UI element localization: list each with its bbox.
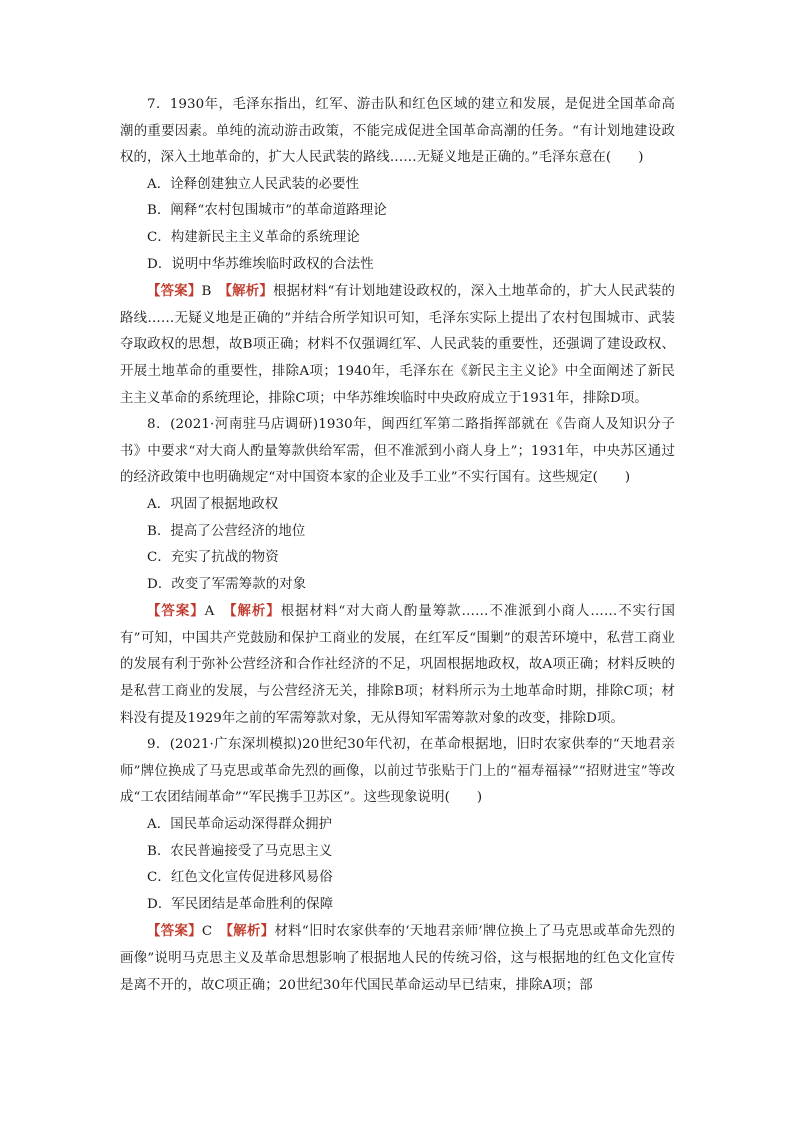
page-content [120,92,675,999]
answer-letter: A [204,604,230,620]
analysis-text: 根据材料“对大商人酌量筹款……不准派到小商人……不实行国有”可知，中国共产党鼓励和保护工商业的发展，在红军反“围剿”的艰苦环境中，私营工商业的发展有利于弥补公营经济和合作社经济的不足，巩固根据地政权，故A项正确；材料反映的是私营工商业的发展，与公营经济无关，排除B项；材料所示为土地革命时期，排除C项；材料没有提及1929年之前的军需筹款对象，无从得知军需筹款对象的改变，排除D项。 [120,604,675,726]
option-b: B．农民普遍接受了马克思主义 [147,843,333,859]
answer-tag: 【答案】 [147,923,202,940]
analysis-text: 根据材料“有计划地建设政权的，深入土地革命的，扩大人民武装的路线……无疑义地是正确的”并结合所学知识可知，毛泽东实际上提出了农村包围城市、武装夺取政权的思想，故B项正确；材料不仅强调红军、人民武装的重要性，还强调了建设政权、开展土地革命的重要性，排除A项；1940年，毛泽东在《新民主主义论》中全面阐述了新民主主义革命的系统理论，排除C项；中华苏维埃临时中央政府成立于1931年，排除D项。 [120,284,676,406]
question-stem: 9．(2021·广东深圳模拟)20世纪30年代初，在革命根据地，旧时农家供奉的“天地君亲师”牌位换成了马克思或革命先烈的画像，以前过节张贴于门上的“福寿福禄”“招财进宝”等改成“工农团结闹革命”“军民携手卫苏区”。这些现象说明( ) [120,737,675,806]
answer-tag: 【答案】 [147,283,202,300]
question-9 [120,732,675,999]
option-c: C．红色文化宣传促进移风易俗 [147,870,333,886]
question-stem: 7．1930年，毛泽东指出，红军、游击队和红色区域的建立和发展，是促进全国革命高潮的重要因素。单纯的流动游击政策，不能完成促进全国革命高潮的任务。“有计划地建设政权的，深入土地革命的，扩大人民武装的路线……无疑义地是正确的。”毛泽东意在( ) [120,97,675,166]
analysis-tag: 【解析】 [226,923,275,940]
answer-letter: B [201,284,226,300]
option-a: A．巩固了根据地政权 [147,496,279,512]
analysis-text: 材料“旧时农家供奉的‘天地君亲师’牌位换上了马克思或革命先烈的画像”说明马克思主义及革命思想影响了根据地人民的传统习俗，这与根据地的红色文化宣传是离不开的，故C项正确；20世纪30年代国民革命运动早已结束，排除A项；部 [120,924,675,993]
question-8 [120,412,675,732]
answer-explanation [120,598,675,732]
option-b: B．提高了公营经济的地位 [147,523,306,539]
option-d: D．军民团结是革命胜利的保障 [147,896,334,912]
answer-explanation [120,278,675,412]
answer-explanation [120,918,675,999]
analysis-tag: 【解析】 [229,603,281,620]
analysis-tag: 【解析】 [225,283,273,300]
option-c: C．构建新民主主义革命的系统理论 [147,229,360,245]
answer-tag: 【答案】 [147,603,205,620]
option-a: A．诠释创建独立人民武装的必要性 [147,176,360,192]
option-b: B．阐释“农村包围城市”的革命道路理论 [147,203,387,219]
question-7 [120,92,675,412]
question-stem: 8．(2021·河南驻马店调研)1930年，闽西红军第二路指挥部就在《告商人及知识分子书》中要求“对大商人酌量筹款供给军需，但不准派到小商人身上”；1931年，中央苏区通过的经济政策中也明确规定“对中国资本家的企业及手工业”不实行国有。这些规定( ) [120,417,675,486]
option-d: D．改变了军需筹款的对象 [147,576,307,592]
option-a: A．国民革命运动深得群众拥护 [147,817,333,833]
option-c: C．充实了抗战的物资 [147,550,279,566]
answer-letter: C [201,924,227,940]
option-d: D．说明中华苏维埃临时政权的合法性 [147,256,374,272]
